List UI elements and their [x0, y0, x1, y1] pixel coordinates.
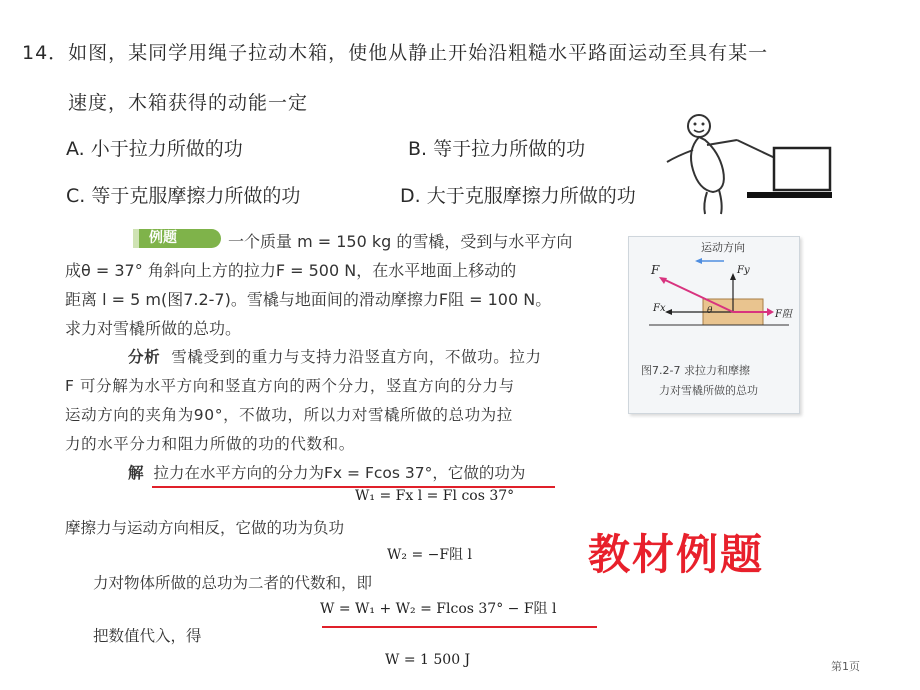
example-line4: 求力对雪橇所做的总功。 — [65, 319, 242, 338]
solution-heading: 解 — [128, 464, 144, 482]
figure-direction-label: 运动方向 — [701, 241, 745, 254]
figure-caption-2: 力对雪橇所做的总功 — [659, 384, 758, 397]
formula-1: W₁ = Fx l = Fl cos 37° — [355, 488, 515, 504]
analysis-line2: F 可分解为水平方向和竖直方向的两个分力，竖直方向的分力与 — [65, 377, 515, 395]
analysis-line1 — [128, 345, 542, 367]
figure-friction-label: F阻 — [775, 309, 792, 320]
solution-text: 拉力在水平方向的分力为Fx = Fcos 37°，它做的功为 — [153, 464, 526, 482]
example-line3: 距离 l = 5 m(图7.2-7)。雪橇与地面间的滑动摩擦力F阻 = 100 N。 — [65, 290, 552, 309]
option-a: A. 小于拉力所做的功 — [66, 138, 243, 160]
formula-2: W₂ = −F阻 l — [387, 547, 473, 563]
example-line2: 成θ = 37° 角斜向上方的拉力F = 500 N，在水平地面上移动的 — [65, 261, 517, 280]
red-underline-2 — [322, 626, 597, 628]
figure-theta-label: θ — [707, 306, 713, 316]
option-d: D. 大于克服摩擦力所做的功 — [400, 185, 636, 207]
formula-3: W = W₁ + W₂ = Flcos 37° − F阻 l — [320, 601, 557, 617]
stick-figure-illustration — [647, 100, 863, 222]
figure-fx-label: Fx — [653, 303, 666, 314]
example-line1: 一个质量 m = 150 kg 的雪橇，受到与水平方向 — [228, 232, 573, 251]
solution-line1 — [128, 461, 525, 483]
solution-line3: 力对物体所做的总功为二者的代数和，即 — [93, 574, 373, 592]
solution-line2: 摩擦力与运动方向相反，它做的功为负功 — [65, 519, 345, 537]
textbook-example-label: 教材例题 — [588, 530, 765, 579]
page-number: 第1页 — [831, 660, 860, 673]
example-tag: 例题 — [133, 229, 221, 248]
analysis-text: 雪橇受到的重力与支持力沿竖直方向，不做功。拉力 — [171, 348, 542, 366]
option-c: C. 等于克服摩擦力所做的功 — [66, 185, 301, 207]
figure-f-label: F — [651, 263, 660, 277]
figure-caption-1: 图7.2-7 求拉力和摩擦 — [641, 364, 750, 377]
analysis-line4: 力的水平分力和阻力所做的功的代数和。 — [65, 435, 355, 453]
option-b: B. 等于拉力所做的功 — [408, 138, 586, 160]
force-diagram-figure — [628, 236, 800, 414]
analysis-heading: 分析 — [128, 348, 161, 366]
analysis-line3: 运动方向的夹角为90°，不做功，所以力对雪橇所做的总功为拉 — [65, 406, 513, 424]
formula-4: W = 1 500 J — [385, 652, 471, 668]
question-14-line2: 速度，木箱获得的动能一定 — [68, 92, 309, 114]
figure-fy-label: Fy — [737, 265, 750, 276]
solution-line4: 把数值代入，得 — [93, 627, 202, 645]
question-14-line1: 14．如图，某同学用绳子拉动木箱，使他从静止开始沿粗糙水平路面运动至具有某一 — [22, 42, 769, 64]
